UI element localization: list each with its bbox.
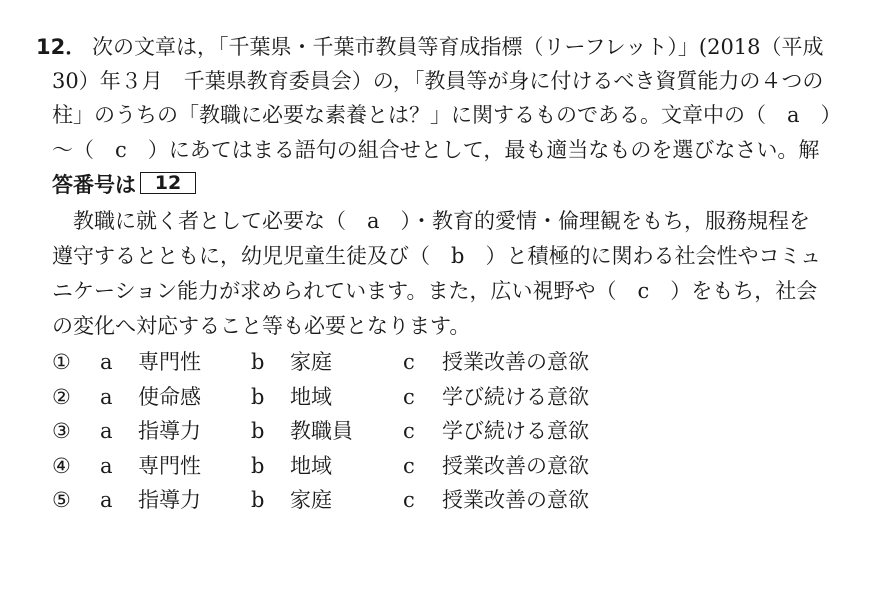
passage-text-line-4: の変化へ対応すること等も必要となります。: [52, 314, 471, 338]
option-b-value: 教職員: [290, 419, 353, 443]
question-number: 12．: [36, 35, 87, 59]
option-b-label: b: [251, 350, 265, 374]
option-number: ⑤: [52, 488, 71, 512]
answer-number-box: 12: [140, 172, 196, 194]
option-a-label: a: [100, 419, 113, 443]
option-a-value: 専門性: [138, 454, 201, 478]
option-row-4: [0, 449, 894, 483]
option-b-label: b: [251, 488, 265, 512]
option-a-label: a: [100, 350, 113, 374]
option-a-value: 専門性: [138, 350, 201, 374]
option-c-value: 学び続ける意欲: [442, 419, 589, 443]
option-b-value: 地域: [290, 385, 332, 409]
option-number: ③: [52, 419, 71, 443]
passage-line: [0, 204, 894, 238]
option-c-label: c: [403, 454, 415, 478]
passage-text-line-3: ニケーション能力が求められています。また，広い視野や（ c ）をもち，社会: [52, 279, 818, 303]
option-a-value: 使命感: [138, 385, 201, 409]
passage-line: [0, 309, 894, 343]
question-line: [0, 98, 894, 132]
passage-text-line-1: 教職に就く者として必要な（ a ）・教育的愛情・倫理観をもち，服務規程を: [73, 209, 811, 233]
question-text-line-1: 次の文章は，「千葉県・千葉市教員等育成指標（リーフレット）」(2018（平成: [92, 35, 824, 59]
option-row-5: [0, 483, 894, 517]
option-c-label: c: [403, 385, 415, 409]
option-c-label: c: [403, 419, 415, 443]
passage-line: [0, 239, 894, 273]
option-b-label: b: [251, 385, 265, 409]
option-a-label: a: [100, 488, 113, 512]
option-c-value: 授業改善の意欲: [442, 454, 589, 478]
question-text-line-3: 柱」のうちの「教職に必要な素養とは？」に関するものである。文章中の（ a ）: [52, 103, 842, 127]
option-a-label: a: [100, 454, 113, 478]
answer-number-line: [0, 168, 894, 202]
option-number: ②: [52, 385, 71, 409]
question-line: [0, 30, 894, 64]
option-c-label: c: [403, 488, 415, 512]
option-c-label: c: [403, 350, 415, 374]
option-b-value: 地域: [290, 454, 332, 478]
option-a-value: 指導力: [138, 419, 201, 443]
passage-line: [0, 274, 894, 308]
option-row-2: [0, 380, 894, 414]
option-b-label: b: [251, 454, 265, 478]
question-line: [0, 64, 894, 98]
option-number: ④: [52, 454, 71, 478]
question-text-line-2: 30）年３月 千葉県教育委員会）の，「教員等が身に付けるべき資質能力の４つの: [52, 69, 824, 93]
option-a-label: a: [100, 385, 113, 409]
passage-text-line-2: 遵守するとともに，幼児児童生徒及び（ b ）と積極的に関わる社会性やコミュ: [52, 244, 822, 268]
option-c-value: 授業改善の意欲: [442, 350, 589, 374]
option-a-value: 指導力: [138, 488, 201, 512]
answer-number-label: 答番号は: [52, 173, 136, 197]
option-b-value: 家庭: [290, 488, 332, 512]
option-number: ①: [52, 350, 71, 374]
question-text-line-4: ～（ c ）にあてはまる語句の組合せとして，最も適当なものを選びなさい。解: [52, 138, 820, 162]
option-row-1: [0, 345, 894, 379]
option-c-value: 学び続ける意欲: [442, 385, 589, 409]
option-c-value: 授業改善の意欲: [442, 488, 589, 512]
option-b-value: 家庭: [290, 350, 332, 374]
option-row-3: [0, 414, 894, 448]
question-line: [0, 133, 894, 167]
option-b-label: b: [251, 419, 265, 443]
